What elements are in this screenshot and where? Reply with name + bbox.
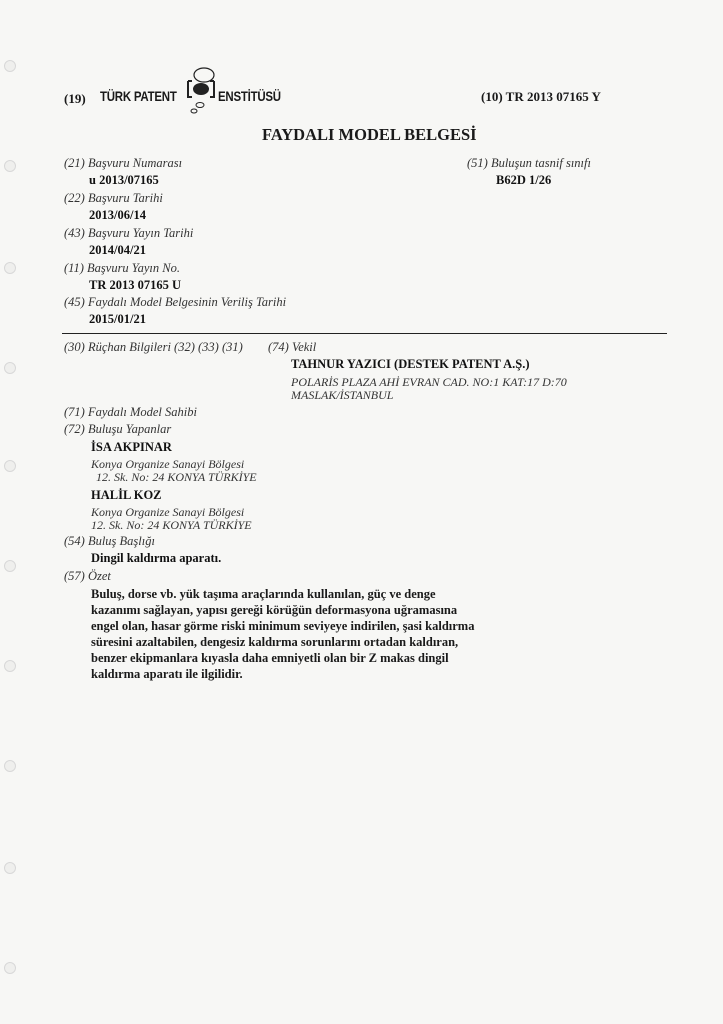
field-51-value: B62D 1/26 xyxy=(496,173,552,187)
field-45-value: 2015/01/21 xyxy=(89,312,146,326)
abstract-line: Buluş, dorse vb. yük taşıma araçlarında kullanılan, güç ve denge xyxy=(91,587,436,601)
field-45-label: (45) Faydalı Model Belgesinin Veriliş Tarihi xyxy=(64,295,287,309)
punch-hole xyxy=(4,160,16,172)
abstract-line: benzer ekipmanlara kıyasla daha emniyetli olan bir Z makas dingil xyxy=(91,651,449,665)
punch-hole xyxy=(4,962,16,974)
abstract-text xyxy=(91,586,491,682)
abstract-line: süresini azaltabilen, dengesiz kaldırma sorunlarını ortadan kaldıran, xyxy=(91,635,459,649)
field-11-value: TR 2013 07165 U xyxy=(89,278,182,292)
punch-hole xyxy=(4,560,16,572)
attorney-name: TAHNUR YAZICI (DESTEK PATENT A.Ş.) xyxy=(291,357,530,371)
field-74-label: (74) Vekil xyxy=(268,340,317,354)
punch-hole xyxy=(4,862,16,874)
field-51-label: (51) Buluşun tasnif sınıfı xyxy=(467,156,591,170)
invention-title: Dingil kaldırma aparatı. xyxy=(91,551,222,565)
field-54-label: (54) Buluş Başlığı xyxy=(64,534,155,548)
attorney-address-line2: MASLAK/İSTANBUL xyxy=(291,388,394,402)
field-21-label: (21) Başvuru Numarası xyxy=(64,156,183,170)
inventor-2-address-line2: 12. Sk. No: 24 KONYA TÜRKİYE xyxy=(91,518,252,532)
field-57-label: (57) Özet xyxy=(64,569,111,583)
institute-name-left: TÜRK PATENT xyxy=(100,88,177,104)
code-19: (19) xyxy=(64,91,86,106)
field-22-value: 2013/06/14 xyxy=(89,208,146,222)
inventor-2-address-line1: Konya Organize Sanayi Bölgesi xyxy=(91,505,245,519)
institute-name-right: ENSTİTÜSÜ xyxy=(218,88,281,104)
abstract-line: kaldırma aparatı ile ilgilidir. xyxy=(91,667,243,681)
field-21-value: u 2013/07165 xyxy=(89,173,159,187)
punch-hole xyxy=(4,362,16,374)
punch-hole xyxy=(4,262,16,274)
field-43-label: (43) Başvuru Yayın Tarihi xyxy=(64,226,194,240)
section-divider xyxy=(62,333,667,334)
field-30-label: (30) Rüçhan Bilgileri (32) (33) (31) xyxy=(64,340,243,354)
inventor-1-name: İSA AKPINAR xyxy=(91,440,172,454)
abstract-line: kazanımı sağlayan, yapısı gereği körüğün deformasyona uğramasına xyxy=(91,603,458,617)
field-71-label: (71) Faydalı Model Sahibi xyxy=(64,405,197,419)
field-72-label: (72) Buluşu Yapanlar xyxy=(64,422,172,436)
field-11-label: (11) Başvuru Yayın No. xyxy=(64,261,180,275)
inventor-2-name: HALİL KOZ xyxy=(91,488,162,502)
punch-hole xyxy=(4,460,16,472)
document-title: FAYDALI MODEL BELGESİ xyxy=(262,125,477,144)
institute-name xyxy=(100,84,300,124)
abstract-line: engel olan, hasar görme riski minimum seviyeye indirilen, şasi kaldırma xyxy=(91,619,475,633)
inventor-1-address-line1: Konya Organize Sanayi Bölgesi xyxy=(91,457,245,471)
punch-hole xyxy=(4,660,16,672)
attorney-address-line1: POLARİS PLAZA AHİ EVRAN CAD. NO:1 KAT:17 D:70 xyxy=(291,375,567,389)
field-22-label: (22) Başvuru Tarihi xyxy=(64,191,163,205)
code-10: (10) TR 2013 07165 Y xyxy=(481,89,601,104)
institute-logo-icon xyxy=(183,64,219,124)
field-43-value: 2014/04/21 xyxy=(89,243,146,257)
punch-hole xyxy=(4,60,16,72)
punch-hole xyxy=(4,760,16,772)
inventor-1-address-line2: 12. Sk. No: 24 KONYA TÜRKİYE xyxy=(96,470,257,484)
